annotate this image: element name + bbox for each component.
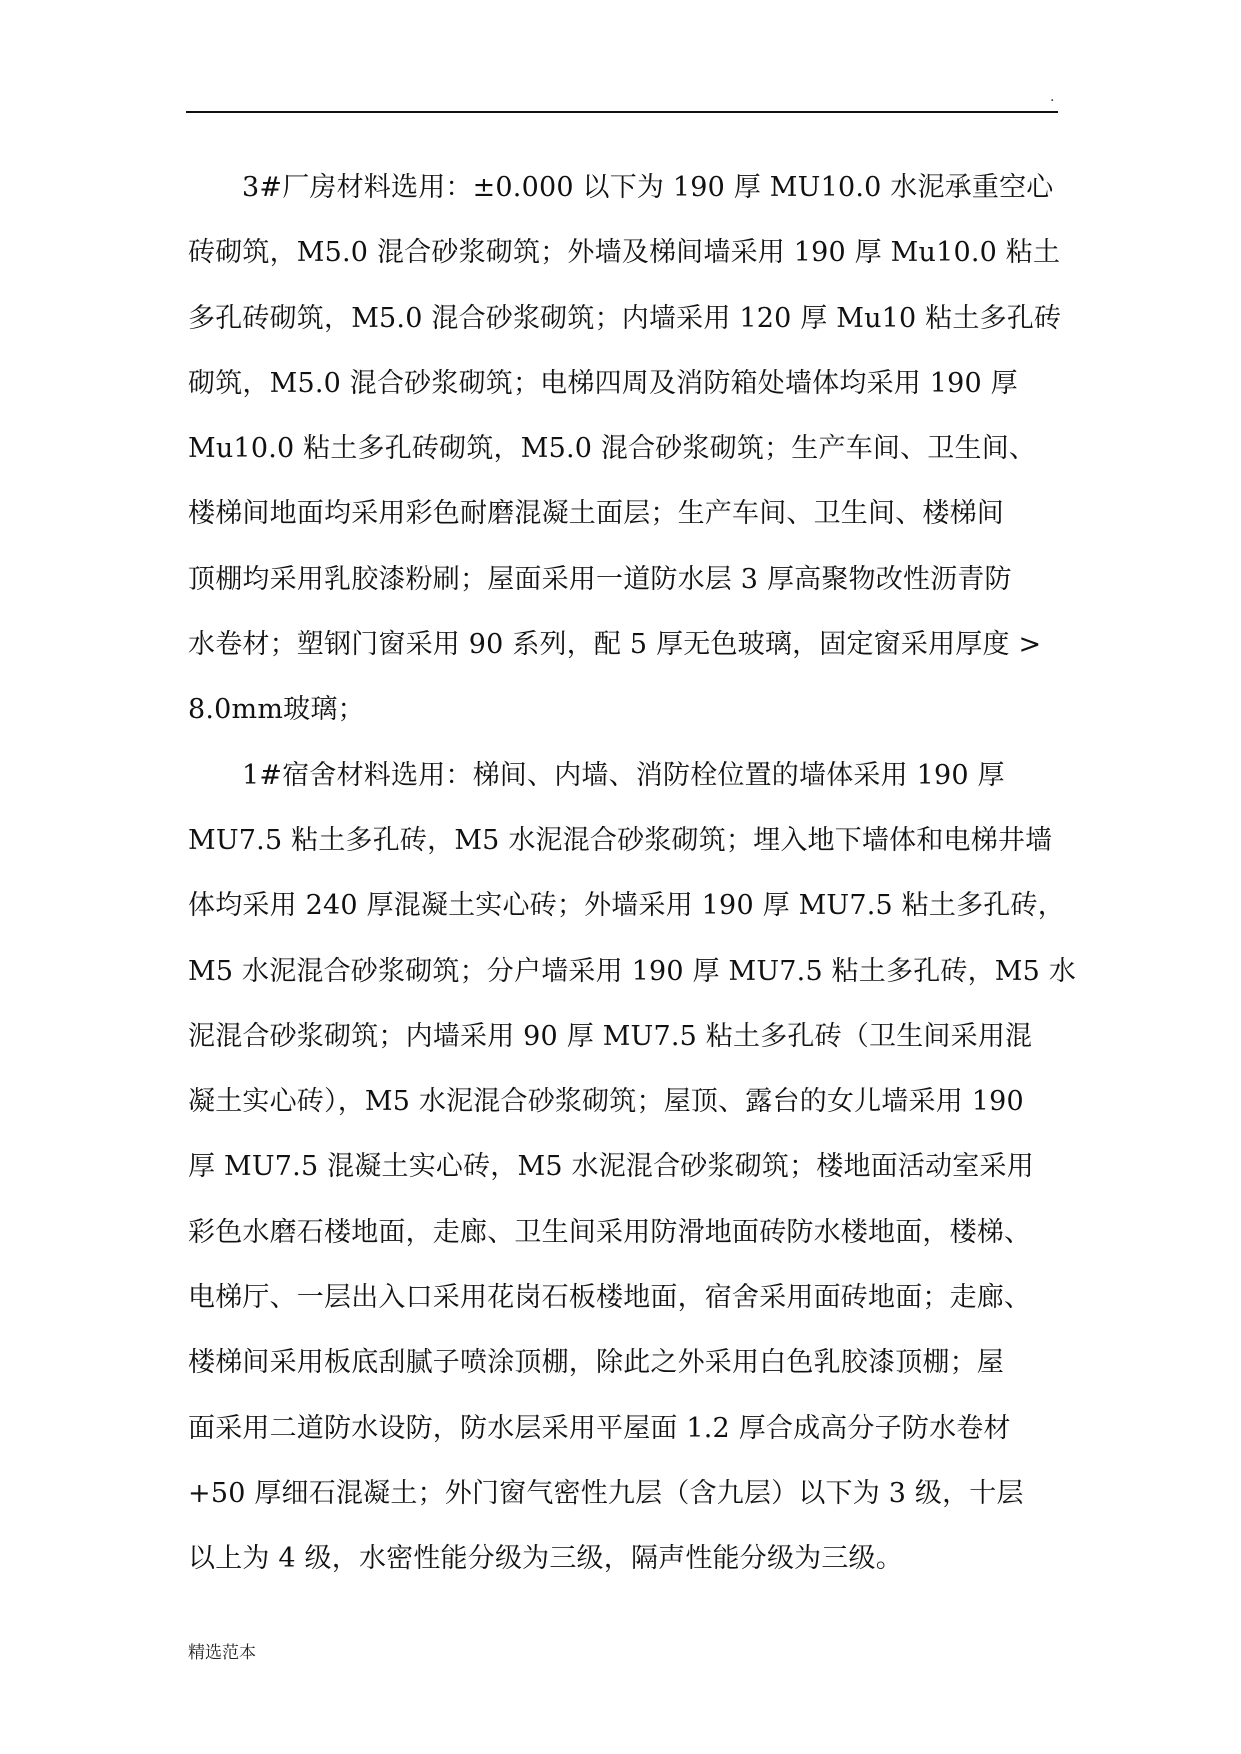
- paragraph-2-line: 电梯厅、一层出入口采用花岗石板楼地面，宿舍采用面砖地面；走廊、: [188, 1282, 1032, 1314]
- paragraph-1-line: 8.0mm玻璃；: [188, 694, 365, 726]
- document-body: [188, 155, 1077, 1592]
- header-mark: .: [1050, 89, 1055, 105]
- paragraph-2-line: 体均采用 240 厚混凝土实心砖；外墙采用 190 厚 MU7.5 粘土多孔砖，: [188, 890, 1065, 922]
- paragraph-1-line: 水卷材；塑钢门窗采用 90 系列，配 5 厚无色玻璃，固定窗采用厚度 >: [188, 629, 1042, 661]
- paragraph-2-line: 彩色水磨石楼地面，走廊、卫生间采用防滑地面砖防水楼地面，楼梯、: [188, 1216, 1032, 1248]
- footer-label: 精选范本: [188, 1643, 256, 1663]
- paragraph-1-line: 砌筑，M5.0 混合砂浆砌筑；电梯四周及消防箱处墙体均采用 190 厚: [188, 367, 1018, 399]
- paragraph-1-line: 顶棚均采用乳胶漆粉刷；屋面采用一道防水层 3 厚高聚物改性沥青防: [188, 563, 1012, 595]
- paragraph-2-line: 面采用二道防水设防，防水层采用平屋面 1.2 厚合成高分子防水卷材: [188, 1412, 1011, 1444]
- header-rule: [186, 111, 1058, 113]
- paragraph-2-line: 厚 MU7.5 混凝土实心砖，M5 水泥混合砂浆砌筑；楼地面活动室采用: [188, 1151, 1034, 1183]
- paragraph-2-line: M5 水泥混合砂浆砌筑；分户墙采用 190 厚 MU7.5 粘土多孔砖，M5 水: [188, 955, 1077, 987]
- paragraph-2-line: MU7.5 粘土多孔砖，M5 水泥混合砂浆砌筑；埋入地下墙体和电梯井墙: [188, 824, 1053, 856]
- paragraph-1-line: Mu10.0 粘土多孔砖砌筑，M5.0 混合砂浆砌筑；生产车间、卫生间、: [188, 433, 1037, 465]
- paragraph-2-line: 凝土实心砖），M5 水泥混合砂浆砌筑；屋顶、露台的女儿墙采用 190: [188, 1086, 1024, 1118]
- paragraph-1-line: 3#厂房材料选用：±0.000 以下为 190 厚 MU10.0 水泥承重空心: [242, 172, 1054, 203]
- paragraph-2-line: 1#宿舍材料选用：梯间、内墙、消防栓位置的墙体采用 190 厚: [242, 759, 1005, 791]
- paragraph-2-line: +50 厚细石混凝土；外门窗气密性九层（含九层）以下为 3 级，十层: [188, 1477, 1024, 1509]
- paragraph-2-line: 楼梯间采用板底刮腻子喷涂顶棚，除此之外采用白色乳胶漆顶棚；屋: [188, 1347, 1004, 1379]
- paragraph-1-line: 楼梯间地面均采用彩色耐磨混凝土面层；生产车间、卫生间、楼梯间: [188, 498, 1004, 530]
- paragraph-1-line: 多孔砖砌筑，M5.0 混合砂浆砌筑；内墙采用 120 厚 Mu10 粘土多孔砖: [188, 302, 1062, 334]
- paragraph-2-line: 以上为 4 级，水密性能分级为三级，隔声性能分级为三级。: [188, 1543, 903, 1575]
- paragraph-2-line: 泥混合砂浆砌筑；内墙采用 90 厚 MU7.5 粘土多孔砖（卫生间采用混: [188, 1020, 1033, 1052]
- paragraph-1-line: 砖砌筑，M5.0 混合砂浆砌筑；外墙及梯间墙采用 190 厚 Mu10.0 粘土: [188, 237, 1061, 269]
